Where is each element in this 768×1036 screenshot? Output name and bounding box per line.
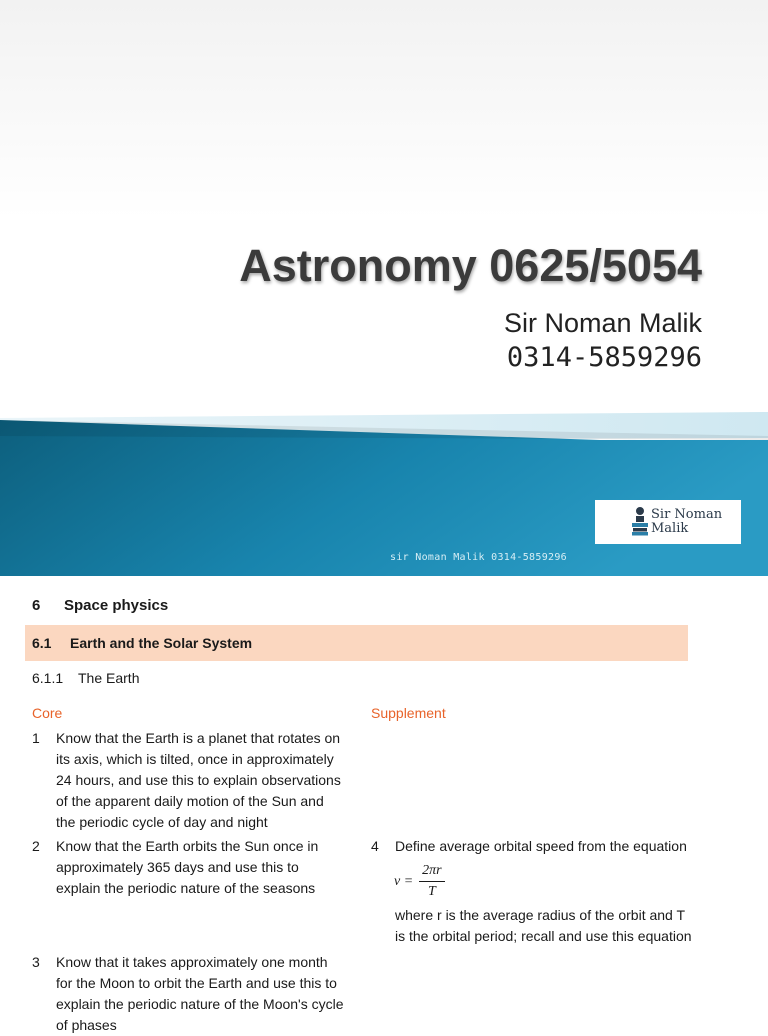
logo-text: Sir Noman Malik <box>651 507 723 536</box>
item-number: 3 <box>32 954 40 970</box>
author-phone: 0314-5859296 <box>506 342 702 373</box>
core-label: Core <box>32 705 63 721</box>
supplement-label: Supplement <box>371 705 446 721</box>
section-heading <box>32 597 168 614</box>
supplement-item-4 <box>371 836 695 857</box>
item-text: Know that the Earth orbits the Sun once in approximately 365 days and use this to explain the periodic nature of the seasons <box>56 838 319 896</box>
item-text: Know that the Earth is a planet that rotates on its axis, which is tilted, once in approximately 24 hours, and use this to explain observations of the apparent daily motion of the Sun and the periodic cycle of day and night <box>56 730 341 830</box>
subsubsection-title: The Earth <box>78 670 140 686</box>
item-text: where r is the average radius of the orbit and T is the orbital period; recall and use this equation <box>395 907 692 944</box>
item-number: 1 <box>32 730 40 746</box>
books-icon <box>631 506 649 536</box>
item-text: Define average orbital speed from the equation <box>395 838 687 854</box>
core-item-1 <box>32 728 346 833</box>
subsection-heading <box>32 635 252 651</box>
supplement-item-4-description <box>395 905 695 947</box>
section-number: 6 <box>32 597 41 614</box>
subsection-title: Earth and the Solar System <box>70 635 253 651</box>
slide-footer: sir Noman Malik 0314-5859296 <box>390 552 567 563</box>
section-title: Space physics <box>64 597 169 614</box>
formula-lhs: v = <box>394 873 414 889</box>
subsection-number: 6.1 <box>32 635 52 651</box>
item-number: 4 <box>371 838 379 854</box>
subsubsection-heading <box>32 670 139 686</box>
core-item-3 <box>32 952 346 1036</box>
subsubsection-number: 6.1.1 <box>32 670 64 686</box>
orbital-speed-formula <box>394 863 445 900</box>
core-item-2 <box>32 836 346 899</box>
formula-fraction <box>419 863 444 900</box>
syllabus-page <box>0 576 768 1033</box>
formula-numerator: 2πr <box>419 863 444 882</box>
author-name: Sir Noman Malik <box>503 308 702 338</box>
logo <box>595 500 741 544</box>
formula-denominator: T <box>428 884 436 899</box>
subsection-band <box>25 625 688 661</box>
item-number: 2 <box>32 838 40 854</box>
slide-title: Astronomy 0625/5054 <box>239 240 702 291</box>
item-text: Know that it takes approximately one month for the Moon to orbit the Earth and use this to explain the periodic nature of the Moon's cycle of phases <box>56 954 344 1033</box>
